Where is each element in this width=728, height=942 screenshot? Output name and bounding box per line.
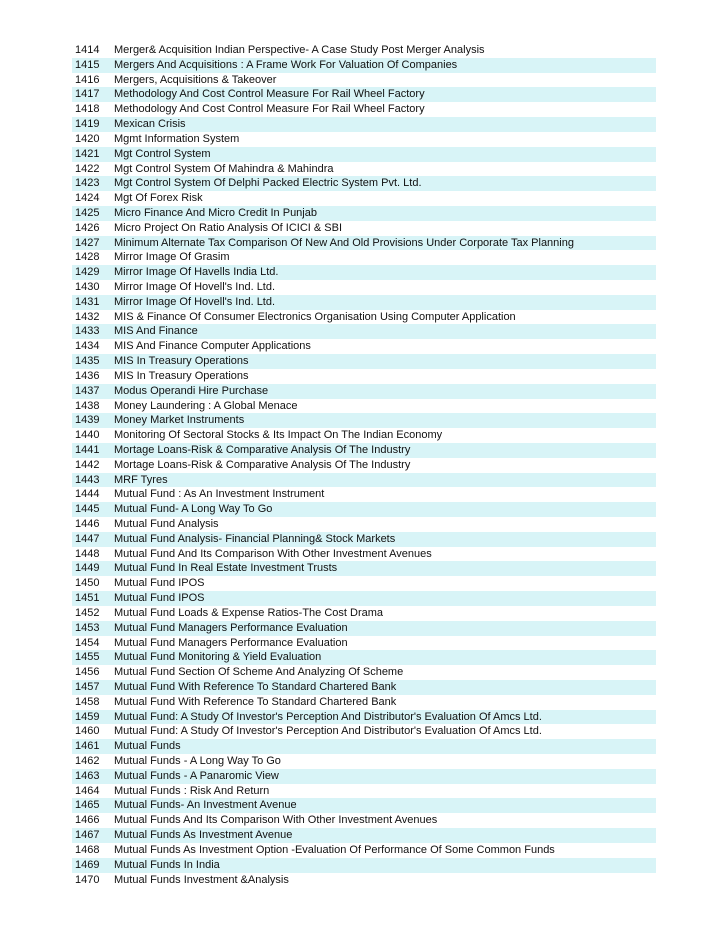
item-title: Mutual Fund: A Study Of Investor's Perception And Distributor's Evaluation Of Amcs Ltd. <box>114 710 542 723</box>
item-title: Mutual Fund Monitoring & Yield Evaluation <box>114 651 322 664</box>
list-item <box>72 636 656 651</box>
item-title: Mutual Funds And Its Comparison With Other Investment Avenues <box>114 814 438 827</box>
item-title: Mirror Image Of Hovell's Ind. Ltd. <box>114 295 276 308</box>
list-item <box>72 576 656 591</box>
item-number: 1457 <box>75 680 100 693</box>
item-title: Micro Project On Ratio Analysis Of ICICI & SBI <box>114 221 343 234</box>
list-item <box>72 813 656 828</box>
item-number: 1449 <box>75 562 100 575</box>
list-item <box>72 591 656 606</box>
item-number: 1450 <box>75 577 100 590</box>
item-number: 1424 <box>75 192 100 205</box>
list-item <box>72 517 656 532</box>
item-number: 1451 <box>75 592 100 605</box>
list-item <box>72 473 656 488</box>
list-item <box>72 162 656 177</box>
item-title: MIS And Finance Computer Applications <box>114 340 311 353</box>
item-title: Mutual Funds - A Long Way To Go <box>114 755 281 767</box>
item-number: 1430 <box>75 281 100 293</box>
item-number: 1461 <box>75 740 100 753</box>
list-item <box>72 695 656 710</box>
item-title: Mutual Fund IPOS <box>114 592 205 605</box>
item-number: 1425 <box>75 206 100 219</box>
item-title: Mgmt Information System <box>114 132 240 145</box>
item-number: 1464 <box>75 784 100 797</box>
item-title: Mutual Funds- An Investment Avenue <box>114 799 297 812</box>
list-item <box>72 621 656 636</box>
item-number: 1455 <box>75 651 100 664</box>
list-item <box>72 665 656 680</box>
item-number: 1445 <box>75 503 100 516</box>
list-item <box>72 458 656 473</box>
project-title-list <box>72 43 656 887</box>
list-item <box>72 58 656 73</box>
list-item <box>72 265 656 280</box>
item-number: 1436 <box>75 369 100 382</box>
item-title: Mgt Control System Of Mahindra & Mahindra <box>114 162 334 175</box>
list-item <box>72 413 656 428</box>
item-title: MIS In Treasury Operations <box>114 355 249 368</box>
item-number: 1429 <box>75 266 100 279</box>
list-item <box>72 280 656 295</box>
item-number: 1422 <box>75 162 100 175</box>
item-number: 1454 <box>75 636 100 649</box>
item-title: Mexican Crisis <box>114 118 186 131</box>
list-item <box>72 132 656 147</box>
item-title: Mutual Fund Analysis- Financial Planning& Stock Markets <box>114 532 396 545</box>
item-title: Money Market Instruments <box>114 414 245 427</box>
item-number: 1431 <box>75 295 100 308</box>
list-item <box>72 843 656 858</box>
list-item <box>72 221 656 236</box>
list-item <box>72 236 656 251</box>
item-number: 1435 <box>75 355 100 368</box>
list-item <box>72 724 656 739</box>
item-number: 1456 <box>75 666 100 679</box>
item-number: 1439 <box>75 414 100 427</box>
item-number: 1432 <box>75 310 100 323</box>
item-title: Money Laundering : A Global Menace <box>114 399 298 412</box>
item-number: 1463 <box>75 769 100 782</box>
item-title: Mutual Funds - A Panaromic View <box>114 769 279 782</box>
item-title: MIS & Finance Of Consumer Electronics Organisation Using Computer Application <box>114 310 516 323</box>
item-title: Mutual Funds As Investment Option -Evaluation Of Performance Of Some Common Funds <box>114 843 555 856</box>
list-item <box>72 339 656 354</box>
list-item <box>72 384 656 399</box>
item-title: Mirror Image Of Grasim <box>114 251 230 264</box>
item-title: Mutual Fund In Real Estate Investment Trusts <box>114 562 338 575</box>
item-number: 1437 <box>75 384 100 397</box>
list-item <box>72 43 656 58</box>
list-item <box>72 754 656 769</box>
item-number: 1438 <box>75 399 100 412</box>
list-item <box>72 206 656 221</box>
item-number: 1448 <box>75 547 100 560</box>
list-item <box>72 102 656 117</box>
item-number: 1419 <box>75 118 100 131</box>
item-number: 1465 <box>75 799 100 812</box>
item-title: Mutual Fund Analysis <box>114 518 219 530</box>
item-title: Mergers, Acquisitions & Takeover <box>114 73 277 86</box>
list-item <box>72 532 656 547</box>
item-number: 1458 <box>75 695 100 708</box>
list-item <box>72 547 656 562</box>
item-title: Mutual Funds In India <box>114 858 220 871</box>
item-title: MRF Tyres <box>114 473 168 486</box>
item-number: 1453 <box>75 621 100 634</box>
item-title: Mutual Fund Section Of Scheme And Analyzing Of Scheme <box>114 666 404 679</box>
list-item <box>72 650 656 665</box>
item-title: Mutual Fund With Reference To Standard Chartered Bank <box>114 680 397 693</box>
item-title: Mutual Fund Managers Performance Evaluation <box>114 636 348 649</box>
item-number: 1459 <box>75 710 100 723</box>
list-item <box>72 176 656 191</box>
item-title: MIS In Treasury Operations <box>114 369 249 382</box>
item-number: 1462 <box>75 755 100 767</box>
item-title: Mortage Loans-Risk & Comparative Analysis Of The Industry <box>114 458 411 471</box>
item-number: 1452 <box>75 606 100 619</box>
item-title: Mortage Loans-Risk & Comparative Analysis Of The Industry <box>114 443 411 456</box>
list-item <box>72 310 656 325</box>
item-number: 1434 <box>75 340 100 353</box>
item-number: 1417 <box>75 88 100 101</box>
list-item <box>72 502 656 517</box>
item-title: Mutual Fund : As An Investment Instrument <box>114 488 325 501</box>
item-number: 1460 <box>75 725 100 738</box>
item-title: Micro Finance And Micro Credit In Punjab <box>114 206 317 219</box>
list-item <box>72 710 656 725</box>
item-title: Mgt Control System Of Delphi Packed Electric System Pvt. Ltd. <box>114 177 422 190</box>
list-item <box>72 784 656 799</box>
item-title: Mutual Funds : Risk And Return <box>114 784 270 797</box>
item-title: MIS And Finance <box>114 325 198 338</box>
item-title: Mirror Image Of Havells India Ltd. <box>114 266 279 279</box>
list-item <box>72 354 656 369</box>
item-title: Mutual Fund With Reference To Standard Chartered Bank <box>114 695 397 708</box>
list-item <box>72 561 656 576</box>
item-number: 1414 <box>75 44 100 56</box>
list-item <box>72 739 656 754</box>
list-item <box>72 769 656 784</box>
list-item <box>72 147 656 162</box>
item-number: 1444 <box>75 488 100 501</box>
item-title: Mutual Fund IPOS <box>114 577 205 590</box>
item-number: 1440 <box>75 429 100 442</box>
item-title: Mgt Of Forex Risk <box>114 192 203 205</box>
item-number: 1428 <box>75 251 100 264</box>
item-number: 1427 <box>75 236 100 249</box>
item-number: 1416 <box>75 73 100 86</box>
list-item <box>72 295 656 310</box>
item-number: 1415 <box>75 58 100 71</box>
item-title: Mutual Fund Loads & Expense Ratios-The Cost Drama <box>114 606 384 619</box>
item-number: 1467 <box>75 829 100 842</box>
item-title: Mergers And Acquisitions : A Frame Work For Valuation Of Companies <box>114 58 458 71</box>
item-title: Methodology And Cost Control Measure For Rail Wheel Factory <box>114 103 425 116</box>
item-number: 1426 <box>75 221 100 234</box>
list-item <box>72 798 656 813</box>
list-item <box>72 680 656 695</box>
item-title: Modus Operandi Hire Purchase <box>114 384 269 397</box>
item-title: Methodology And Cost Control Measure For Rail Wheel Factory <box>114 88 425 101</box>
item-number: 1420 <box>75 132 100 145</box>
item-title: Minimum Alternate Tax Comparison Of New And Old Provisions Under Corporate Tax Planning <box>114 236 574 249</box>
item-number: 1466 <box>75 814 100 827</box>
item-number: 1447 <box>75 532 100 545</box>
list-item <box>72 428 656 443</box>
item-number: 1442 <box>75 458 100 471</box>
item-title: Mutual Fund Managers Performance Evaluation <box>114 621 348 634</box>
list-item <box>72 399 656 414</box>
item-number: 1443 <box>75 473 100 486</box>
list-item <box>72 369 656 384</box>
item-title: Mutual Funds <box>114 740 181 753</box>
item-number: 1470 <box>75 873 100 886</box>
list-item <box>72 73 656 88</box>
list-item <box>72 324 656 339</box>
item-title: Mutual Funds Investment &Analysis <box>114 873 289 886</box>
item-title: Mirror Image Of Hovell's Ind. Ltd. <box>114 281 276 293</box>
item-title: Mutual Fund: A Study Of Investor's Perception And Distributor's Evaluation Of Amcs Ltd. <box>114 725 542 738</box>
list-item <box>72 117 656 132</box>
item-title: Mutual Funds As Investment Avenue <box>114 829 293 842</box>
list-item <box>72 873 656 888</box>
item-title: Mutual Fund And Its Comparison With Other Investment Avenues <box>114 547 432 560</box>
item-number: 1421 <box>75 147 100 160</box>
item-number: 1469 <box>75 858 100 871</box>
list-item <box>72 87 656 102</box>
item-number: 1418 <box>75 103 100 116</box>
list-item <box>72 858 656 873</box>
item-number: 1468 <box>75 843 100 856</box>
item-number: 1423 <box>75 177 100 190</box>
item-number: 1433 <box>75 325 100 338</box>
list-item <box>72 487 656 502</box>
list-item <box>72 191 656 206</box>
item-title: Merger& Acquisition Indian Perspective- A Case Study Post Merger Analysis <box>114 44 485 56</box>
item-title: Mutual Fund- A Long Way To Go <box>114 503 273 516</box>
item-title: Mgt Control System <box>114 147 211 160</box>
item-number: 1441 <box>75 443 100 456</box>
item-title: Monitoring Of Sectoral Stocks & Its Impact On The Indian Economy <box>114 429 443 442</box>
list-item <box>72 443 656 458</box>
list-item <box>72 606 656 621</box>
list-item <box>72 828 656 843</box>
list-item <box>72 250 656 265</box>
item-number: 1446 <box>75 518 100 530</box>
